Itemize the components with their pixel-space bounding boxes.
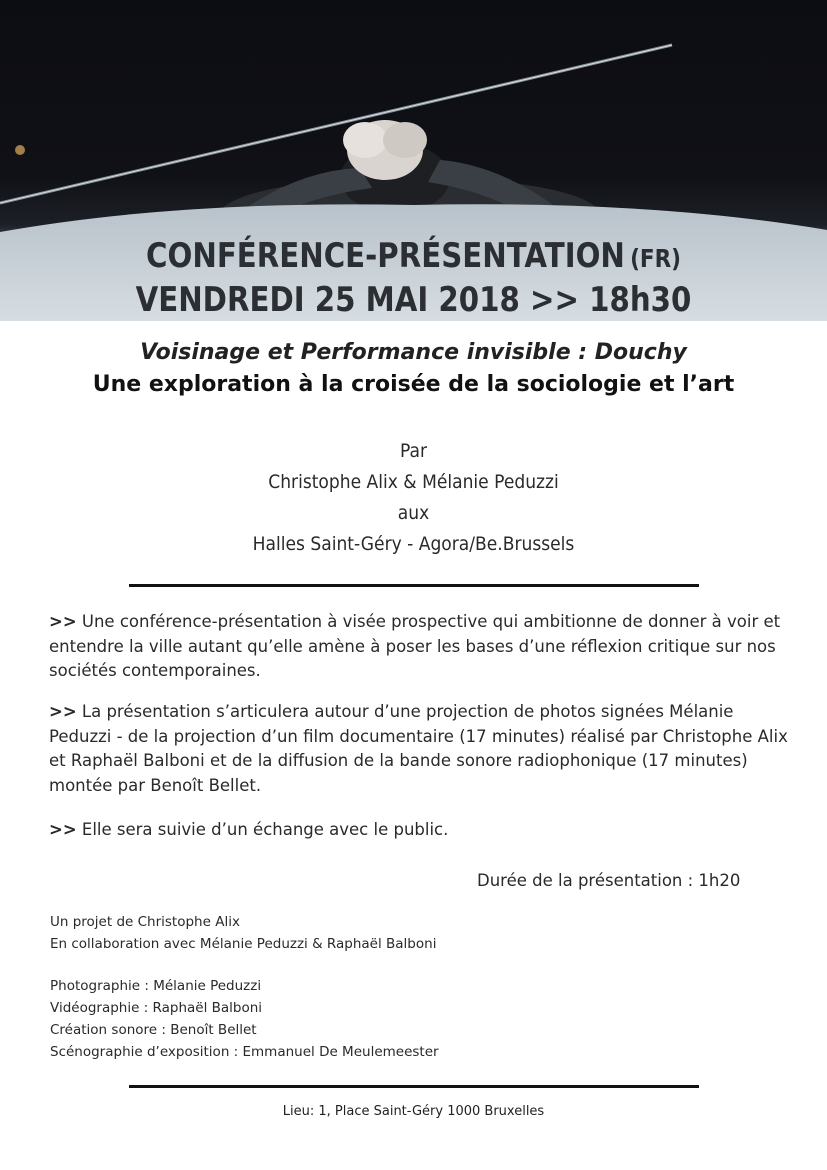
description-paragraph-2 xyxy=(49,700,789,798)
divider-bottom xyxy=(129,1085,699,1088)
videography-credit: Vidéographie : Raphaël Balboni xyxy=(50,1000,263,1016)
collaboration-line: En collaboration avec Mélanie Peduzzi & Raphaël Balboni xyxy=(50,936,437,952)
location-footer: Lieu: 1, Place Saint-Géry 1000 Bruxelles xyxy=(282,1104,545,1119)
project-line: Un projet de Christophe Alix xyxy=(50,914,240,930)
speaker-names: Christophe Alix & Mélanie Peduzzi xyxy=(268,471,559,493)
arrow-marker: >> xyxy=(49,612,77,631)
venue-name: Halles Saint-Géry - Agora/Be.Brussels xyxy=(252,533,575,555)
event-title xyxy=(58,236,769,276)
duration-info: Durée de la présentation : 1h20 xyxy=(477,871,741,890)
paragraph-text: La présentation s’articulera autour d’une projection de photos signées Mélanie Peduzzi - de la projection d’un film documentaire (17 minutes) réalisé par Christophe Alix et Raphaël Balboni et de la diffusion de la bande sonore radiophonique (17 minutes) montée par Benoît Bellet. xyxy=(49,702,788,795)
event-title-text: CONFÉRENCE-PRÉSENTATION xyxy=(146,236,625,276)
scenography-credit: Scénographie d’exposition : Emmanuel De Meulemeester xyxy=(50,1044,439,1060)
arrow-marker: >> xyxy=(49,820,77,839)
at-label: aux xyxy=(397,502,430,524)
description-paragraph-3 xyxy=(49,818,789,843)
project-credits xyxy=(50,911,436,955)
divider-top xyxy=(129,584,699,587)
talk-subtitle: Une exploration à la croisée de la sociologie et l’art xyxy=(92,372,735,397)
arrow-marker: >> xyxy=(49,702,77,721)
language-tag: (FR) xyxy=(630,244,681,273)
header-photo xyxy=(0,0,827,321)
role-credits xyxy=(50,975,439,1063)
paragraph-text: Elle sera suivie d’un échange avec le public. xyxy=(76,820,449,839)
description-paragraph-1 xyxy=(49,610,789,684)
talk-title: Voisinage et Performance invisible : Douchy xyxy=(140,340,687,365)
photography-credit: Photographie : Mélanie Peduzzi xyxy=(50,978,262,994)
event-datetime: VENDREDI 25 MAI 2018 >> 18h30 xyxy=(135,280,692,320)
paragraph-text: Une conférence-présentation à visée prospective qui ambitionne de donner à voir et entendre la ville autant qu’elle amène à poser les bases d’une réflexion critique sur nos sociétés contemporaines. xyxy=(49,612,781,680)
by-label: Par xyxy=(399,440,428,462)
sound-credit: Création sonore : Benoît Bellet xyxy=(50,1022,257,1038)
